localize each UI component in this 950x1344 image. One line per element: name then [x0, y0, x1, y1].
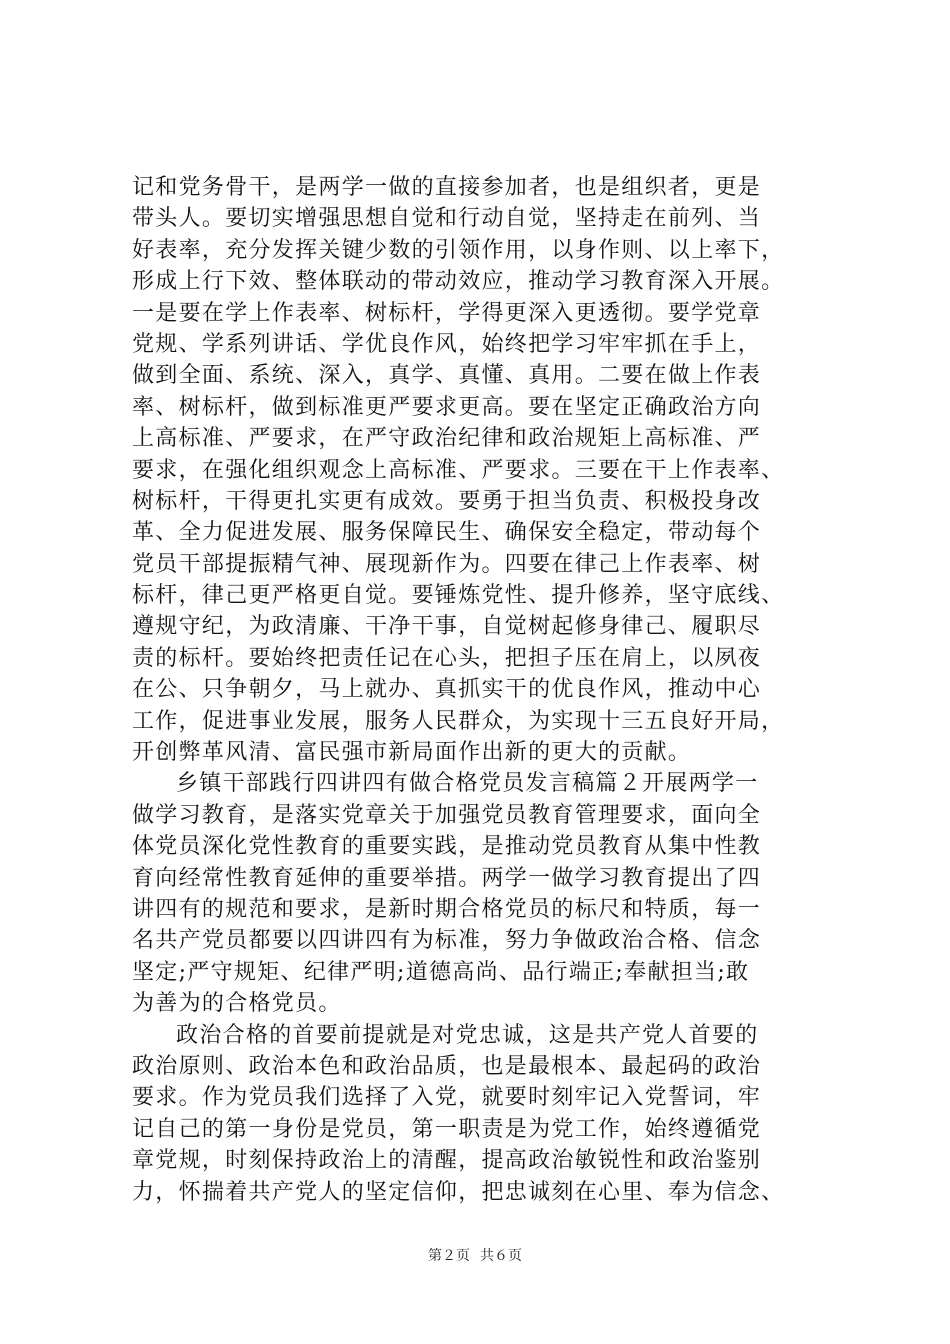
text-line: 讲四有的规范和要求，是新时期合格党员的标尺和特质，每一	[132, 896, 762, 922]
text-line: 遵规守纪，为政清廉、干净干事，自觉树起修身律己、履职尽	[132, 614, 762, 640]
text-line: 革、全力促进发展、服务保障民生、确保安全稳定，带动每个	[132, 520, 762, 546]
text-line: 树标杆，干得更扎实更有成效。要勇于担当负责、积极投身改	[132, 488, 762, 514]
text-line: 做学习教育，是落实党章关于加强党员教育管理要求，面向全	[132, 802, 762, 828]
text-line: 好表率，充分发挥关键少数的引领作用，以身作则、以上率下，	[132, 237, 785, 263]
paragraph-first-line: 乡镇干部践行四讲四有做合格党员发言稿篇２开展两学一	[176, 771, 759, 797]
document-body	[132, 172, 827, 1208]
page-footer	[0, 1245, 950, 1265]
text-line: 要求，在强化组织观念上高标准、严要求。三要在干上作表率、	[132, 457, 785, 483]
page-total: 共６页	[480, 1248, 522, 1264]
text-line: 章党规，时刻保持政治上的清醒，提高政治敏锐性和政治鉴别	[132, 1148, 762, 1174]
text-line: 在公、只争朝夕，马上就办、真抓实干的优良作风，推动中心	[132, 677, 762, 703]
page-number: 第２页	[428, 1248, 470, 1264]
text-line: 政治原则、政治本色和政治品质，也是最根本、最起码的政治	[132, 1053, 762, 1079]
text-line: 体党员深化党性教育的重要实践，是推动党员教育从集中性教	[132, 834, 762, 860]
paragraph-first-line: 政治合格的首要前提就是对党忠诚，这是共产党人首要的	[176, 1022, 759, 1048]
text-line: 工作，促进事业发展，服务人民群众，为实现十三五良好开局，	[132, 708, 785, 734]
text-line: 坚定;严守规矩、纪律严明;道德高尚、品行端正;奉献担当;敢	[132, 959, 750, 985]
text-line: 力，怀揣着共产党人的坚定信仰，把忠诚刻在心里、奉为信念、	[132, 1179, 785, 1205]
text-line: 率、树标杆，做到标准更严要求更高。要在坚定正确政治方向	[132, 394, 762, 420]
text-line: 责的标杆。要始终把责任记在心头，把担子压在肩上，以夙夜	[132, 645, 762, 671]
text-line: 一是要在学上作表率、树标杆，学得更深入更透彻。要学党章	[132, 300, 762, 326]
text-line: 名共产党员都要以四讲四有为标准，努力争做政治合格、信念	[132, 928, 762, 954]
text-line: 做到全面、系统、深入，真学、真懂、真用。二要在做上作表	[132, 363, 762, 389]
text-line: 记自己的第一身份是党员，第一职责是为党工作，始终遵循党	[132, 1116, 762, 1142]
text-line: 标杆，律己更严格更自觉。要锤炼党性、提升修养，坚守底线、	[132, 583, 785, 609]
text-line: 党规、学系列讲话、学优良作风，始终把学习牢牢抓在手上，	[132, 331, 762, 357]
text-line: 形成上行下效、整体联动的带动效应，推动学习教育深入开展。	[132, 269, 785, 295]
text-line: 要求。作为党员我们选择了入党，就要时刻牢记入党誓词，牢	[132, 1085, 762, 1111]
text-line: 为善为的合格党员。	[132, 991, 342, 1017]
text-line: 开创弊革风清、富民强市新局面作出新的更大的贡献。	[132, 740, 692, 766]
text-line: 记和党务骨干，是两学一做的直接参加者，也是组织者，更是	[132, 175, 762, 200]
text-line: 育向经常性教育延伸的重要举措。两学一做学习教育提出了四	[132, 865, 762, 891]
text-line: 带头人。要切实增强思想自觉和行动自觉，坚持走在前列、当	[132, 206, 762, 232]
text-line: 上高标准、严要求，在严守政治纪律和政治规矩上高标准、严	[132, 426, 762, 452]
text-line: 党员干部提振精气神、展现新作为。四要在律己上作表率、树	[132, 551, 762, 577]
